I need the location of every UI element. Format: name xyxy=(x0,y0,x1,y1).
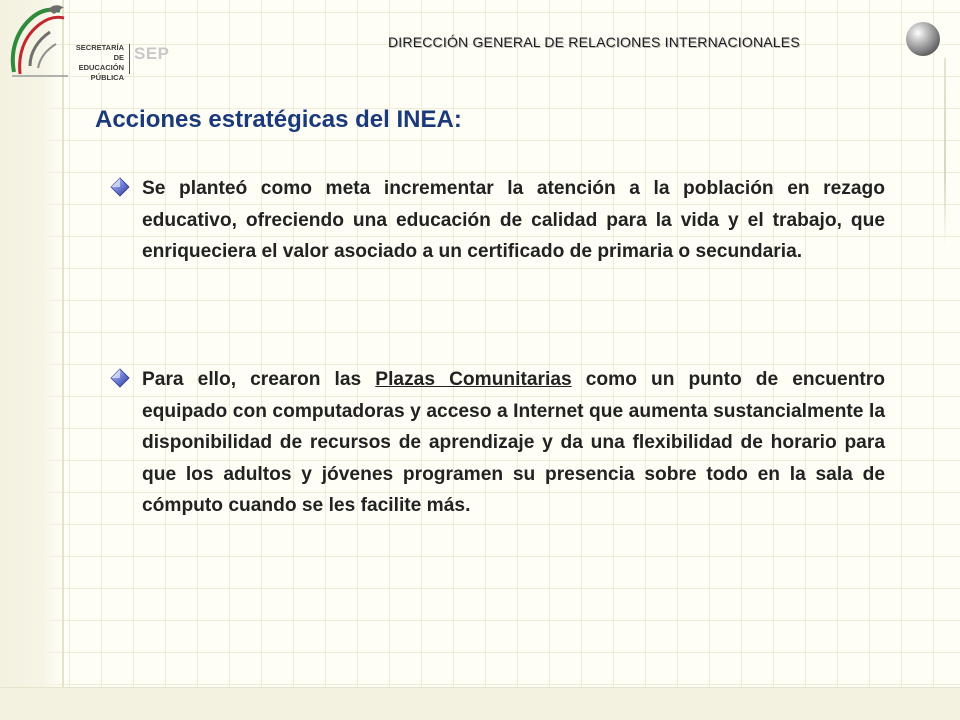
bullet-text: Se planteó como meta incrementar la atención a la población en rezago educativo, ofreciendo una educación de calidad para la vida y el trabajo, que enriqueciera el valor asociado a un certificado de primaria o secundaria. xyxy=(142,178,885,262)
left-divider-line xyxy=(62,0,64,720)
bottom-decorative-band xyxy=(0,687,960,720)
left-decorative-band xyxy=(0,0,62,720)
institution-name: SECRETARÍA DE EDUCACIÓN PÚBLICA xyxy=(75,43,124,82)
header-title: DIRECCIÓN GENERAL DE RELACIONES INTERNACIONALES xyxy=(388,34,800,50)
mexican-eagle-emblem-icon xyxy=(8,2,72,80)
bullet-text-after: como un punto de encuentro equipado con computadoras y acceso a Internet que aumenta sustancialmente la disponibilidad de recursos de aprendizaje y da una flexibilidad de horario para que los adultos y jóvenes programen su presencia sobre todo en la sala de cómputo cuando se les facilite más. xyxy=(142,369,885,516)
slide-title: Acciones estratégicas del INEA: xyxy=(95,106,462,133)
right-accent-line xyxy=(944,58,946,248)
logo-divider xyxy=(129,44,130,74)
bullet-text-before: Para ello, crearon las xyxy=(142,369,376,390)
bullet-text xyxy=(142,364,885,522)
diamond-bullet-icon xyxy=(110,177,130,197)
plazas-comunitarias-link[interactable]: Plazas Comunitarias xyxy=(375,369,572,390)
sep-acronym: SEP xyxy=(134,44,170,63)
diamond-bullet-icon xyxy=(110,368,130,388)
sep-logo xyxy=(8,2,168,82)
gray-sphere-icon xyxy=(906,22,940,56)
